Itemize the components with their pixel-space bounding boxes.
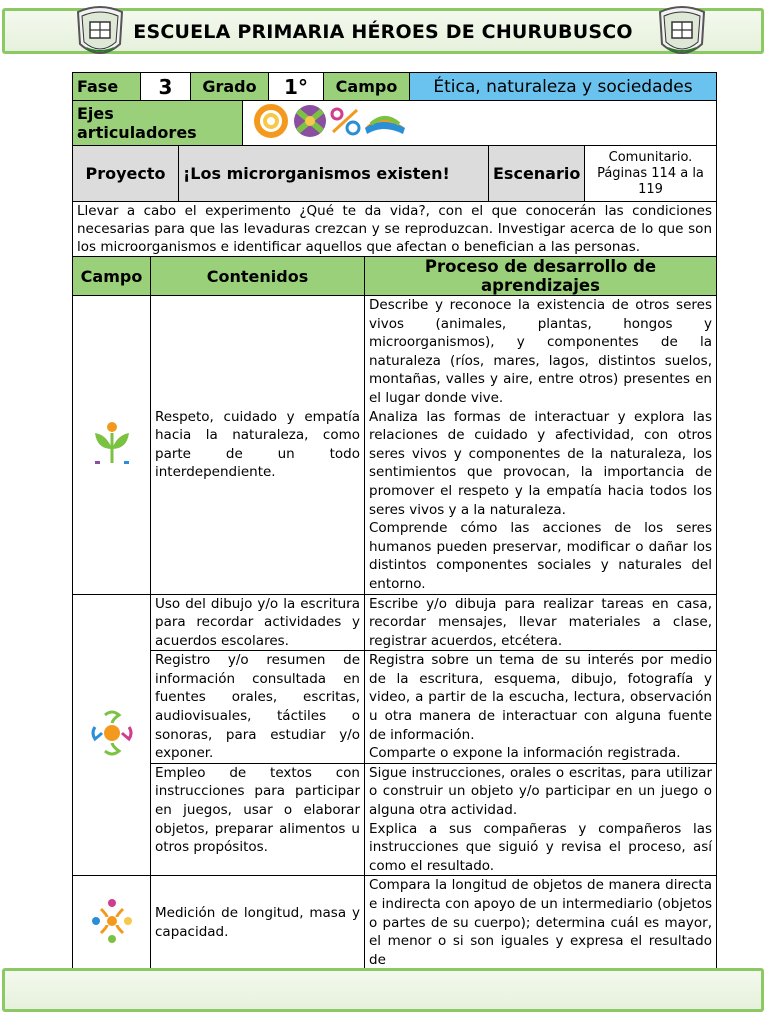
proyecto-value: ¡Los microrganismos existen! — [179, 146, 489, 202]
info-table — [72, 72, 717, 101]
table-row — [73, 296, 717, 595]
ejes-icons — [243, 101, 717, 146]
contenido-cell: Uso del dibujo y/o la escritura para recordar actividades y acuerdos escolares. — [151, 594, 365, 651]
contenido-cell: Empleo de textos con instrucciones para participar en juegos, usar o elaborar objetos, preparar alimentos u otros propósitos. — [151, 763, 365, 876]
lenguajes-icon — [91, 709, 133, 757]
proyecto-table — [72, 145, 717, 202]
school-crest-icon — [654, 4, 710, 64]
campo-value: Ética, naturaleza y sociedades — [410, 73, 717, 101]
project-description: Llevar a cabo el experimento ¿Qué te da vida?, con el que conocerán las condiciones necesarias para que las levaduras crezcan y se reproduzcan. Investigar acerca de lo que son los microorganismos e identificar aquellos que afectan o benefician a las personas. — [73, 202, 717, 257]
campo-cell — [73, 876, 151, 970]
contenido-cell: Medición de longitud, masa y capacidad. — [151, 876, 365, 970]
proceso-cell: Compara la longitud de objetos de manera directa e indirecta con apoyo de un intermediario (objetos o partes de su cuerpo); determina cuál es mayor, el menor o si son iguales y expresa el resultado de — [365, 876, 717, 970]
campo-label: Campo — [324, 73, 410, 101]
fase-label: Fase — [73, 73, 141, 101]
critical-thinking-icon — [294, 105, 326, 137]
interculturality-icon — [332, 109, 359, 134]
footer-banner — [2, 968, 764, 1012]
table-row — [73, 763, 717, 876]
header-proceso: Proceso de desarrollo de aprendizajes — [365, 257, 717, 296]
reading-icon — [365, 118, 405, 134]
fase-value: 3 — [141, 73, 191, 101]
contenido-cell: Respeto, cuidado y empatía hacia la naturaleza, como parte de un todo interdependiente. — [151, 296, 365, 595]
proyecto-label: Proyecto — [73, 146, 179, 202]
proceso-cell: Sigue instrucciones, orales o escritas, para utilizar o construir un objeto y/o participar en un juego o alguna otra actividad. Explica a sus compañeras y compañeros las instrucciones que siguió y revisa el proceso, así como el resultado. — [365, 763, 717, 876]
escenario-value: Comunitario. Páginas 114 a la 119 — [585, 146, 717, 202]
contenido-cell: Registro y/o resumen de información consultada en fuentes orales, escritas, audiovisuales, táctiles o sonoras, para estudiar y/o exponer. — [151, 651, 365, 764]
table-row — [73, 594, 717, 651]
grado-label: Grado — [191, 73, 269, 101]
proceso-cell: Registra sobre un tema de su interés por medio de la escritura, esquema, dibujo, fotografía y video, a partir de la escucha, lectura, observación u otra manera de interactuar con alguna fuente de información. Comparte o expone la información registrada. — [365, 651, 717, 764]
table-row — [73, 876, 717, 970]
ejes-label: Ejes articuladores — [73, 101, 243, 146]
ejes-articuladores-icons — [253, 102, 413, 140]
description-table — [72, 201, 717, 257]
ejes-table — [72, 100, 717, 146]
school-crest-icon — [72, 4, 128, 64]
header-contenidos: Contenidos — [151, 257, 365, 296]
table-row — [73, 651, 717, 764]
header-campo: Campo — [73, 257, 151, 296]
campo-cell — [73, 594, 151, 876]
planning-document — [72, 72, 717, 970]
escenario-label: Escenario — [489, 146, 585, 202]
inclusion-icon — [257, 107, 285, 135]
campo-cell — [73, 296, 151, 595]
etica-naturaleza-icon — [91, 419, 133, 467]
school-title: ESCUELA PRIMARIA HÉROES DE CHURUBUSCO — [133, 21, 633, 43]
contents-table — [72, 256, 717, 970]
proceso-cell: Escribe y/o dibuja para realizar tareas en casa, recordar mensajes, llevar materiales a clase, registrar acuerdos, etcétera. — [365, 594, 717, 651]
saberes-icon — [91, 897, 133, 945]
proceso-cell: Describe y reconoce la existencia de otros seres vivos (animales, plantas, hongos y microorganismos), y componentes de la naturaleza (ríos, mares, lagos, distintos suelos, montañas, valles y aire, entre otros) presentes en el lugar donde vive. Analiza las formas de interactuar y explora las relaciones de cuidado y afectividad, con otros seres vivos y componentes de la naturaleza, los sentimientos que provocan, la importancia de promover el respeto y la empatía hacia todos los seres vivos y a la naturaleza. Comprende cómo las acciones de los seres humanos pueden preservar, modificar o dañar los distintos componentes sociales y naturales del entorno. — [365, 296, 717, 595]
grado-value: 1° — [269, 73, 324, 101]
